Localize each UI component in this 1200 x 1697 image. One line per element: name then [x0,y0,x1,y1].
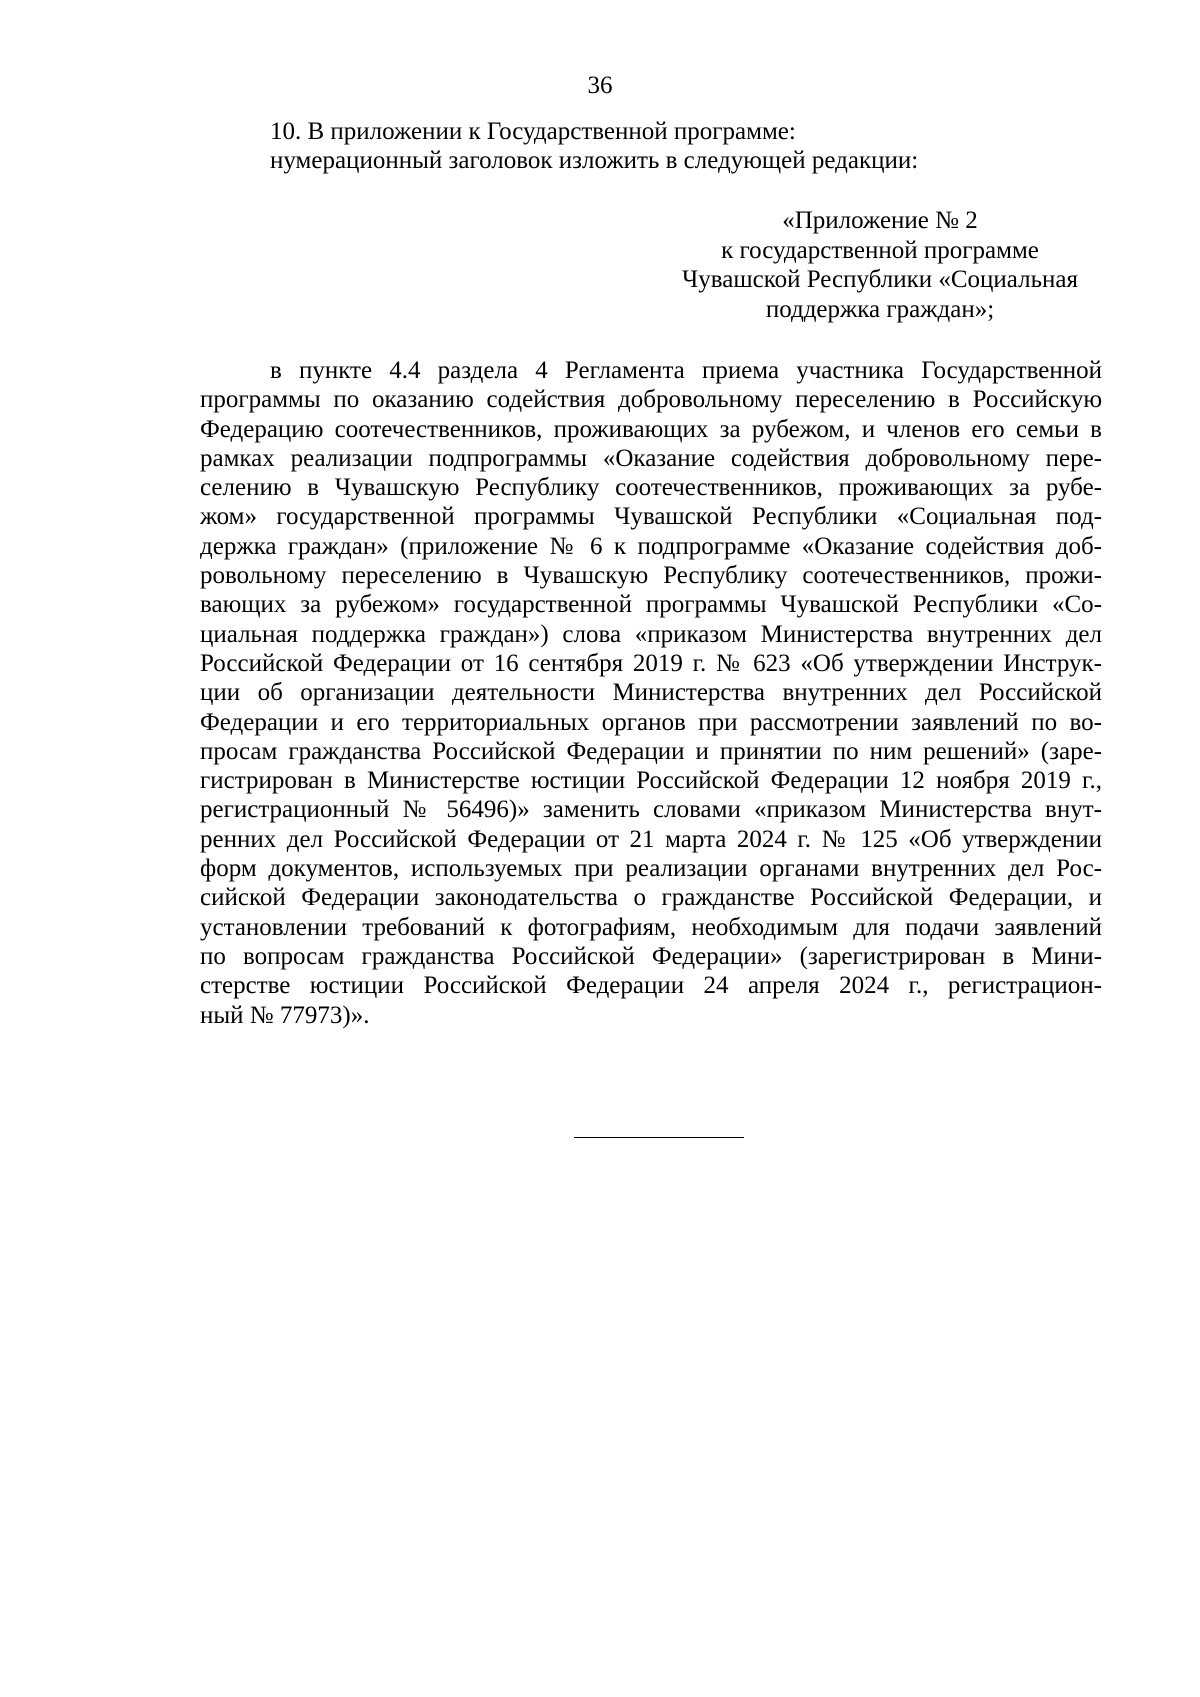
intro-line: 10. В приложении к Государственной программе: [270,118,796,145]
body-line: просам гражданства Российской Федерации и принятии по ним решений» (заре- [200,737,1102,765]
body-line: циальная поддержка граждан») слова «приказом Министерства внутренних дел [200,620,1102,648]
appendix-heading-line: «Приложение № 2 [782,207,978,234]
appendix-heading-line: Чувашской Республики «Социальная [682,266,1078,293]
body-line: в пункте 4.4 раздела 4 Регламента приема участника Государственной [270,357,1102,384]
body-line: стерстве юстиции Российской Федерации 24 апреля 2024 г., регистрацион- [200,972,1102,1000]
body-line: установлении требований к фотографиям, необходимым для подачи заявлений [200,913,1102,941]
end-separator-line [574,1137,744,1138]
body-line: гистрирован в Министерстве юстиции Российской Федерации 12 ноября 2019 г., [200,767,1102,795]
body-line: ный № 77973)». [200,1001,370,1029]
appendix-heading [660,206,1100,324]
body-line: держка граждан» (приложение № 6 к подпрограмме «Оказание содействия доб- [200,532,1102,560]
body-paragraph [200,356,1102,1030]
body-line: рамках реализации подпрограммы «Оказание содействия добровольному пере- [200,444,1102,472]
body-line: ровольному переселению в Чувашскую Республику соотечественников, прожи- [200,562,1102,590]
body-line: Федерацию соотечественников, проживающих за рубежом, и членов его семьи в [200,415,1102,443]
body-line: Российской Федерации от 16 сентября 2019 г. № 623 «Об утверждении Инструк- [200,649,1102,677]
intro-line: нумерационный заголовок изложить в следующей редакции: [270,147,919,174]
page-number: 36 [587,72,613,99]
body-line: регистрационный № 56496)» заменить словами «приказом Министерства внут- [200,796,1102,824]
body-line: программы по оказанию содействия добровольному переселению в Российскую [200,386,1102,414]
body-line: Федерации и его территориальных органов при рассмотрении заявлений по во- [200,708,1102,736]
body-line: ции об организации деятельности Министерства внутренних дел Российской [200,679,1102,707]
appendix-heading-line: поддержка граждан»; [765,295,995,323]
intro-paragraph [270,117,918,175]
body-line: форм документов, используемых при реализации органами внутренних дел Рос- [200,855,1102,883]
body-line: жом» государственной программы Чувашской Республики «Социальная под- [200,503,1102,531]
body-line: по вопросам гражданства Российской Федерации» (зарегистрирован в Мини- [200,942,1102,970]
body-line: ренних дел Российской Федерации от 21 марта 2024 г. № 125 «Об утверждении [200,825,1102,853]
body-line: вающих за рубежом» государственной программы Чувашской Республики «Со- [200,591,1102,619]
appendix-heading-line: к государственной программе [721,236,1039,264]
body-line: сийской Федерации законодательства о гражданстве Российской Федерации, и [200,884,1102,912]
body-line: селению в Чувашскую Республику соотечественников, проживающих за рубе- [200,474,1102,502]
